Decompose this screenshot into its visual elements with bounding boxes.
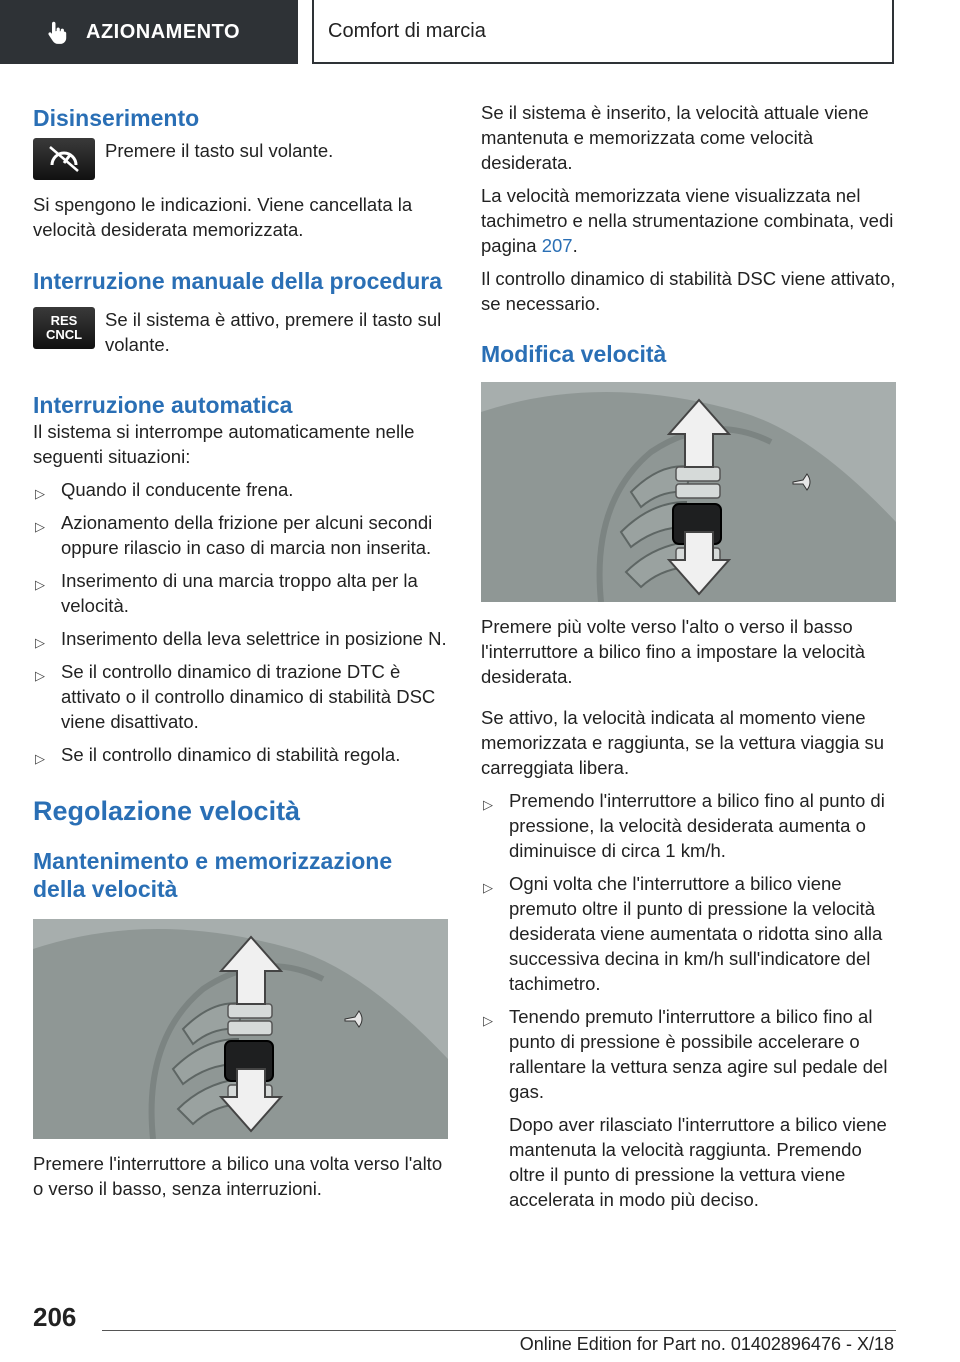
item-continuation: Dopo aver rilasciato l'interruttore a bilico viene mantenuta la velocità raggiunta. Premendo oltre il punto di pressione la vettura viene accelerata in modo più deciso. — [509, 1114, 887, 1210]
right-p1: Se il sistema è inserito, la velocità attuale viene mantenuta e memorizzata come velocità desiderata. — [481, 102, 869, 173]
triangle-bullet-icon: ▷ — [483, 880, 493, 895]
footer-divider — [102, 1330, 896, 1331]
triangle-bullet-icon: ▷ — [35, 635, 45, 650]
off-text: Si spengono le indicazioni. Viene cancellata la velocità desiderata memorizzata. — [33, 194, 413, 240]
auto-intro: Il sistema si interrompe automaticamente nelle seguenti situazioni: — [33, 421, 415, 467]
right-p2: La velocità memorizzata viene visualizzata nel tachimetro e nella strumentazione combinata, vedi pagina 207. — [481, 185, 894, 256]
triangle-bullet-icon: ▷ — [35, 577, 45, 592]
section-tab[interactable] — [0, 0, 298, 64]
cruise-off-button-icon — [33, 138, 95, 180]
section-title: AZIONAMENTO — [86, 20, 241, 43]
heading-disinserimento: Disinserimento — [33, 105, 200, 131]
interruzione-manuale-row — [33, 307, 448, 357]
list-item: ▷ Inserimento di una marcia troppo alta per la velocità. — [35, 570, 418, 616]
heading-interruzione-manuale: Interruzione manuale della procedura — [33, 268, 442, 294]
list-item: ▷ Inserimento della leva selettrice in posizione N. — [33, 626, 448, 651]
edition-text: Online Edition for Part no. 01402896476 - X/18 — [519, 1334, 894, 1354]
right-fig-caption: Premere più volte verso l'alto o verso il basso l'interruttore a bilico fino a impostare la velocità desiderata. — [481, 616, 865, 687]
list-item: ▷ Se il controllo dinamico di trazione DTC è attivato o il controllo dinamico di stabilità DSC viene disattivato. — [35, 661, 436, 732]
cncl-label: CNCL — [45, 327, 83, 342]
triangle-bullet-icon: ▷ — [35, 668, 45, 683]
list-item: ▷ Tenendo premuto l'interruttore a bilico fino al punto di pressione è possibile accelerare o rallentare la vettura senza agire sul pedale del gas. Dopo aver rilasciato l'interruttore a bilico viene mantenuta la velocità raggiunta. Premendo oltre il punto di pressione la vettura viene accelerata in modo più deciso. — [481, 1004, 896, 1212]
left-fig-caption: Premere l'interruttore a bilico una volta verso l'alto o verso il basso, senza interruzioni. — [33, 1153, 443, 1199]
steering-wheel-illustration — [33, 919, 448, 1139]
list-item: ▷ Azionamento della frizione per alcuni secondi oppure rilascio in caso di marcia non inserita. — [35, 512, 433, 558]
heading-interruzione-auto: Interruzione automatica — [33, 392, 293, 418]
heading-mantenimento: Mantenimento e memorizzazione della velocità — [33, 848, 393, 902]
triangle-bullet-icon: ▷ — [35, 519, 45, 534]
hand-pointer-icon — [44, 19, 70, 45]
page-link[interactable]: 207 — [541, 235, 573, 256]
auto-list — [33, 477, 448, 767]
list-item: ▷ Se il controllo dinamico di stabilità regola. — [33, 742, 448, 767]
triangle-bullet-icon: ▷ — [35, 486, 45, 501]
right-column — [481, 100, 896, 1212]
right-p3: Il controllo dinamico di stabilità DSC viene attivato, se necessario. — [481, 268, 896, 314]
manual-text: Se il sistema è attivo, premere il tasto sul volante. — [105, 309, 442, 355]
triangle-bullet-icon: ▷ — [483, 797, 493, 812]
list-item: ▷ Premendo l'interruttore a bilico fino al punto di pressione, la velocità desiderata aumenta o diminuisce di circa 1 km/h. — [483, 790, 885, 861]
press-button-text: Premere il tasto sul volante. — [105, 140, 334, 161]
speedometer-off-icon — [46, 143, 82, 175]
heading-modifica: Modifica velocità — [481, 341, 667, 367]
list-item: ▷ Ogni volta che l'interruttore a bilico viene premuto oltre il punto di pressione la velocità desiderata viene aumentata o ridotta sino alla successiva decina in km/h sull'indicatore del tachimetro. — [483, 873, 883, 994]
steering-wheel-figure-2 — [481, 382, 896, 602]
steering-wheel-figure — [33, 919, 448, 1139]
disinserimento-row — [33, 138, 448, 180]
list-item: ▷ Quando il conducente frena. — [33, 477, 448, 502]
page-number: 206 — [33, 1302, 77, 1332]
res-label: RES — [50, 313, 78, 328]
left-column — [33, 100, 448, 1201]
chapter-title: Comfort di marcia — [328, 19, 486, 42]
triangle-bullet-icon: ▷ — [35, 751, 45, 766]
triangle-bullet-icon: ▷ — [483, 1013, 493, 1028]
steering-wheel-illustration-2 — [481, 382, 896, 602]
res-cncl-button-icon — [33, 307, 95, 349]
heading-regolazione: Regolazione velocità — [33, 796, 301, 826]
modifica-list — [481, 788, 896, 1212]
right-p4: Se attivo, la velocità indicata al momento viene memorizzata e raggiunta, se la vettura viaggia su carreggiata libera. — [481, 707, 885, 778]
chapter-header — [312, 0, 894, 64]
